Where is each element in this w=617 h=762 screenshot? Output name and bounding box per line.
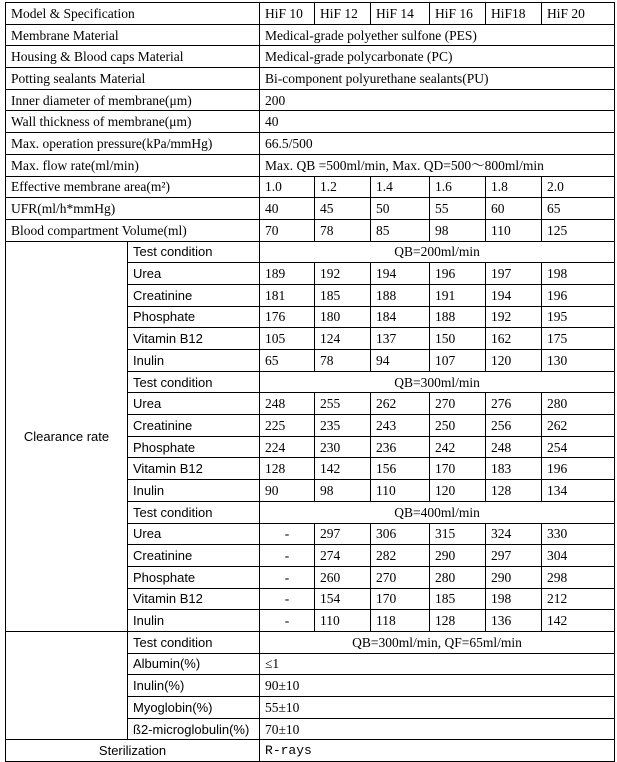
clearance-value: 304 [542,545,615,567]
clearance-value: 236 [371,436,430,458]
sieving-name: Inulin(%) [128,675,260,697]
clearance-value: 260 [315,566,371,588]
clearance-value: 136 [486,610,542,632]
spec-value: 66.5/500 [260,133,615,155]
clearance-value: 188 [371,284,430,306]
spec-label: Housing & Blood caps Material [6,46,260,68]
spec-label: Potting sealants Material [6,68,260,90]
clearance-value: 98 [315,480,371,502]
sieving-name: Myoglobin(%) [128,697,260,719]
model-name: HiF 16 [430,3,486,25]
model-value: 40 [260,198,315,220]
clearance-value: 243 [371,415,430,437]
model-name: HiF 14 [371,3,430,25]
test-condition-value: QB=200ml/min [260,241,615,263]
clearance-value: 242 [430,436,486,458]
clearance-value: 194 [486,284,542,306]
solute-name: Creatinine [128,415,260,437]
solute-name: Phosphate [128,566,260,588]
clearance-value: 262 [542,415,615,437]
model-value: 125 [542,219,615,241]
clearance-value: 254 [542,436,615,458]
clearance-value: 118 [371,610,430,632]
clearance-value: 188 [430,306,486,328]
clearance-value: 110 [315,610,371,632]
clearance-value: 176 [260,306,315,328]
solute-name: Urea [128,523,260,545]
spec-row [6,89,615,111]
clearance-value: 194 [371,263,430,285]
clearance-value: 170 [371,588,430,610]
clearance-value: 156 [371,458,430,480]
clearance-value: 196 [542,458,615,480]
model-name: HiF 12 [315,3,371,25]
clearance-value: 290 [486,566,542,588]
clearance-value: 262 [371,393,430,415]
clearance-value: 256 [486,415,542,437]
clearance-value: 270 [371,566,430,588]
sieving-value: 90±10 [260,675,615,697]
clearance-value: - [260,545,315,567]
solute-name: Creatinine [128,284,260,306]
clearance-value: 330 [542,523,615,545]
clearance-rate-label: Clearance rate [6,241,128,631]
sieving-condition-value: QB=300ml/min, QF=65ml/min [260,631,615,653]
solute-name: Vitamin B12 [128,328,260,350]
spec-row [6,111,615,133]
clearance-value: 90 [260,480,315,502]
clearance-value: 248 [260,393,315,415]
model-value: 110 [486,219,542,241]
model-value: 78 [315,219,371,241]
model-value: 50 [371,198,430,220]
clearance-value: 192 [315,263,371,285]
sieving-name: ß2-microglobulin(%) [128,718,260,740]
clearance-value: 142 [542,610,615,632]
model-value: 60 [486,198,542,220]
spec-value: Max. QB =500ml/min, Max. QD=500～800ml/min [260,154,615,176]
solute-name: Phosphate [128,436,260,458]
model-value: 1.6 [430,176,486,198]
clearance-value: 198 [542,263,615,285]
sieving-blank [6,631,128,739]
spec-row [6,154,615,176]
solute-name: Phosphate [128,306,260,328]
test-condition-value: QB=400ml/min [260,501,615,523]
spec-label: UFR(ml/h*mmHg) [6,198,260,220]
clearance-value: - [260,588,315,610]
model-value: 45 [315,198,371,220]
sieving-condition-row [6,631,615,653]
test-condition-label: Test condition [128,501,260,523]
clearance-value: 180 [315,306,371,328]
model-name: HiF18 [486,3,542,25]
sieving-value: ≤1 [260,653,615,675]
clearance-value: - [260,523,315,545]
clearance-value: - [260,566,315,588]
clearance-value: 65 [260,350,315,372]
solute-name: Inulin [128,350,260,372]
clearance-value: 324 [486,523,542,545]
model-name: HiF 20 [542,3,615,25]
clearance-value: 280 [430,566,486,588]
clearance-value: 250 [430,415,486,437]
clearance-value: 107 [430,350,486,372]
spec-label: Max. operation pressure(kPa/mmHg) [6,133,260,155]
spec-row [6,46,615,68]
spec-label: Blood compartment Volume(ml) [6,219,260,241]
clearance-value: 120 [486,350,542,372]
clearance-value: 225 [260,415,315,437]
model-value: 98 [430,219,486,241]
clearance-value: 298 [542,566,615,588]
clearance-value: 274 [315,545,371,567]
header-label: Model & Specification [6,3,260,25]
clearance-value: 235 [315,415,371,437]
clearance-value: 78 [315,350,371,372]
clearance-value: 128 [430,610,486,632]
test-condition-label: Test condition [128,631,260,653]
spec-label: Membrane Material [6,24,260,46]
model-value: 70 [260,219,315,241]
model-name: HiF 10 [260,3,315,25]
clearance-value: 198 [486,588,542,610]
test-condition-label: Test condition [128,241,260,263]
clearance-value: 270 [430,393,486,415]
clearance-value: 197 [486,263,542,285]
model-spec-row [6,198,615,220]
clearance-value: 137 [371,328,430,350]
clearance-value: 196 [430,263,486,285]
clearance-value: 255 [315,393,371,415]
clearance-value: 170 [430,458,486,480]
spec-value: 40 [260,111,615,133]
spec-label: Max. flow rate(ml/min) [6,154,260,176]
header-row [6,3,615,25]
clearance-value: 192 [486,306,542,328]
solute-name: Vitamin B12 [128,588,260,610]
spec-row [6,24,615,46]
model-value: 1.4 [371,176,430,198]
solute-name: Creatinine [128,545,260,567]
test-condition-value: QB=300ml/min [260,371,615,393]
spec-label: Wall thickness of membrane(μm) [6,111,260,133]
model-value: 1.0 [260,176,315,198]
clearance-value: 196 [542,284,615,306]
model-value: 65 [542,198,615,220]
clearance-value: 191 [430,284,486,306]
model-value: 2.0 [542,176,615,198]
clearance-value: 306 [371,523,430,545]
clearance-value: 248 [486,436,542,458]
solute-name: Urea [128,263,260,285]
clearance-value: 94 [371,350,430,372]
sterilization-value: R-rays [260,740,615,762]
clearance-value: 183 [486,458,542,480]
test-condition-label: Test condition [128,371,260,393]
spec-value: Bi-component polyurethane sealants(PU) [260,68,615,90]
spec-row [6,133,615,155]
clearance-value: 297 [315,523,371,545]
model-spec-row [6,219,615,241]
spec-value: 200 [260,89,615,111]
spec-label: Inner diameter of membrane(μm) [6,89,260,111]
clearance-value: 128 [486,480,542,502]
clearance-value: 230 [315,436,371,458]
clearance-value: 130 [542,350,615,372]
test-condition-row [6,241,615,263]
clearance-value: 184 [371,306,430,328]
clearance-value: 189 [260,263,315,285]
solute-name: Urea [128,393,260,415]
clearance-value: 134 [542,480,615,502]
clearance-value: 195 [542,306,615,328]
solute-name: Vitamin B12 [128,458,260,480]
clearance-value: 181 [260,284,315,306]
sieving-name: Albumin(%) [128,653,260,675]
clearance-value: 162 [486,328,542,350]
clearance-value: 124 [315,328,371,350]
model-value: 1.8 [486,176,542,198]
clearance-value: 150 [430,328,486,350]
clearance-value: 110 [371,480,430,502]
sterilization-label: Sterilization [6,740,260,762]
solute-name: Inulin [128,480,260,502]
clearance-value: 185 [315,284,371,306]
clearance-value: 290 [430,545,486,567]
spec-label: Effective membrane area(m²) [6,176,260,198]
model-value: 1.2 [315,176,371,198]
clearance-value: 282 [371,545,430,567]
clearance-value: 175 [542,328,615,350]
clearance-value: 276 [486,393,542,415]
clearance-value: 142 [315,458,371,480]
spec-value: Medical-grade polyether sulfone (PES) [260,24,615,46]
model-value: 55 [430,198,486,220]
sieving-value: 70±10 [260,718,615,740]
clearance-value: 224 [260,436,315,458]
specification-table-body [6,3,615,762]
spec-row [6,68,615,90]
sieving-value: 55±10 [260,697,615,719]
clearance-value: 105 [260,328,315,350]
clearance-value: 212 [542,588,615,610]
sterilization-row [6,740,615,762]
clearance-value: 185 [430,588,486,610]
clearance-value: - [260,610,315,632]
clearance-value: 120 [430,480,486,502]
spec-value: Medical-grade polycarbonate (PC) [260,46,615,68]
clearance-value: 315 [430,523,486,545]
solute-name: Inulin [128,610,260,632]
clearance-value: 280 [542,393,615,415]
clearance-value: 154 [315,588,371,610]
specification-table [5,2,615,762]
model-value: 85 [371,219,430,241]
clearance-value: 128 [260,458,315,480]
model-spec-row [6,176,615,198]
clearance-value: 297 [486,545,542,567]
